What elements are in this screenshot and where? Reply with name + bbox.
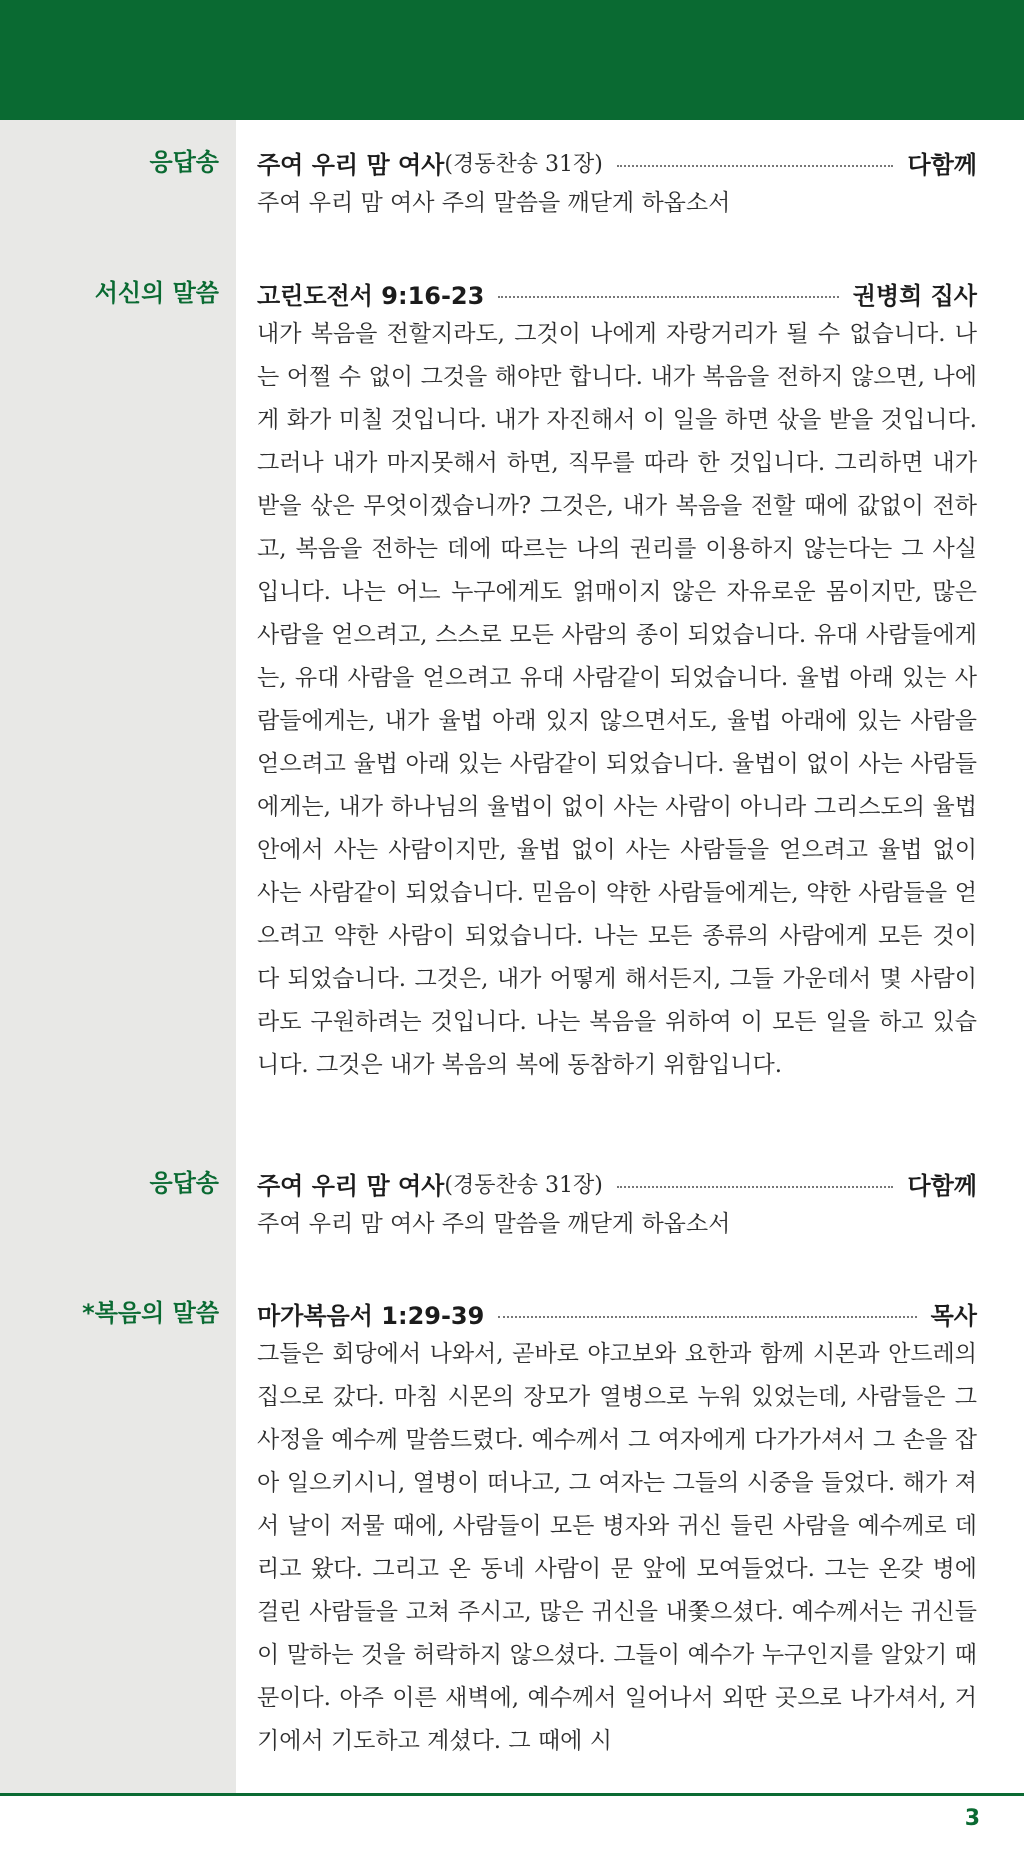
section-label: 서신의 말씀 (94, 279, 219, 307)
section-heading (257, 1163, 977, 1203)
section-heading (257, 273, 977, 313)
section-label: 응답송 (149, 1169, 219, 1197)
leader-dots (498, 296, 838, 298)
header-band (0, 0, 1024, 120)
performer: 다함께 (907, 1171, 977, 1200)
hymn-lyrics: 주여 우리 맘 여사 주의 말씀을 깨닫게 하옵소서 (257, 1211, 731, 1237)
leader-dots (617, 165, 894, 167)
label-column (0, 120, 236, 1794)
section-heading (257, 142, 977, 182)
hymn-lyrics: 주여 우리 맘 여사 주의 말씀을 깨닫게 하옵소서 (257, 190, 731, 216)
scripture-text: 그들은 회당에서 나와서, 곧바로 야고보와 요한과 함께 시몬과 안드레의 집으로 갔다. 마침 시몬의 장모가 열병으로 누워 있었는데, 사람들은 그 사정을 예수께 말씀드렸다. 예수께서 그 여자에게 다가가셔서 그 손을 잡아 일으키시니, 열병이 떠나고, 그 여자는 그들의 시중을 들었다. 해가 져서 날이 저물 때에, 사람들이 모든 병자와 귀신 들린 사람을 예수께로 데리고 왔다. 그리고 온 동네 사람이 문 앞에 모여들었다. 그는 온갖 병에 걸린 사람들을 고쳐 주시고, 많은 귀신을 내쫓으셨다. 예수께서는 귀신들이 말하는 것을 허락하지 않으셨다. 그들이 예수가 누구인지를 알았기 때문이다. 아주 이른 새벽에, 예수께서 일어나서 외딴 곳으로 나가셔서, 거기에서 기도하고 계셨다. 그 때에 시 (257, 1341, 977, 1754)
section-content (257, 1293, 977, 1763)
footer-rule (0, 1793, 1024, 1796)
section-content (257, 1163, 977, 1246)
section-label: *복음의 말씀 (82, 1299, 219, 1327)
scripture-reference: 고린도전서 9:16-23 (257, 281, 485, 310)
hymn-title: 주여 우리 맘 여사 (257, 1171, 445, 1200)
leader-dots (498, 1316, 916, 1318)
hymn-title: 주여 우리 맘 여사 (257, 150, 445, 179)
leader-dots (617, 1186, 894, 1188)
scripture-text: 내가 복음을 전할지라도, 그것이 나에게 자랑거리가 될 수 없습니다. 나는 어쩔 수 없이 그것을 해야만 합니다. 내가 복음을 전하지 않으면, 나에게 화가 미칠 것입니다. 내가 자진해서 이 일을 하면 삯을 받을 것입니다. 그러나 내가 마지못해서 하면, 직무를 따라 한 것입니다. 그리하면 내가 받을 삯은 무엇이겠습니까? 그것은, 내가 복음을 전할 때에 값없이 전하고, 복음을 전하는 데에 따르는 나의 권리를 이용하지 않는다는 그 사실입니다. 나는 어느 누구에게도 얽매이지 않은 자유로운 몸이지만, 많은 사람을 얻으려고, 스스로 모든 사람의 종이 되었습니다. 유대 사람들에게는, 유대 사람을 얻으려고 유대 사람같이 되었습니다. 율법 아래 있는 사람들에게는, 내가 율법 아래 있지 않으면서도, 율법 아래에 있는 사람을 얻으려고 율법 아래 있는 사람같이 되었습니다. 율법이 없이 사는 사람들에게는, 내가 하나님의 율법이 없이 사는 사람이 아니라 그리스도의 율법 안에서 사는 사람이지만, 율법 없이 사는 사람들을 얻으려고 율법 없이 사는 사람같이 되었습니다. 믿음이 약한 사람들에게는, 약한 사람들을 얻으려고 약한 사람이 되었습니다. 나는 모든 종류의 사람에게 모든 것이 다 되었습니다. 그것은, 내가 어떻게 해서든지, 그들 가운데서 몇 사람이라도 구원하려는 것입니다. 나는 복음을 위하여 이 모든 일을 하고 있습니다. 그것은 내가 복음의 복에 동참하기 위함입니다. (257, 321, 977, 1078)
performer: 다함께 (907, 150, 977, 179)
section-heading (257, 1293, 977, 1333)
hymn-note: (경동찬송 31장) (444, 151, 603, 177)
section-label: 응답송 (149, 148, 219, 176)
page-number: 3 (964, 1806, 980, 1831)
reader-name: 목사 (930, 1301, 977, 1330)
section-content (257, 142, 977, 225)
scripture-reference: 마가복음서 1:29-39 (257, 1301, 485, 1330)
hymn-note: (경동찬송 31장) (444, 1172, 603, 1198)
section-content (257, 273, 977, 1087)
reader-name: 권병희 집사 (852, 281, 977, 310)
